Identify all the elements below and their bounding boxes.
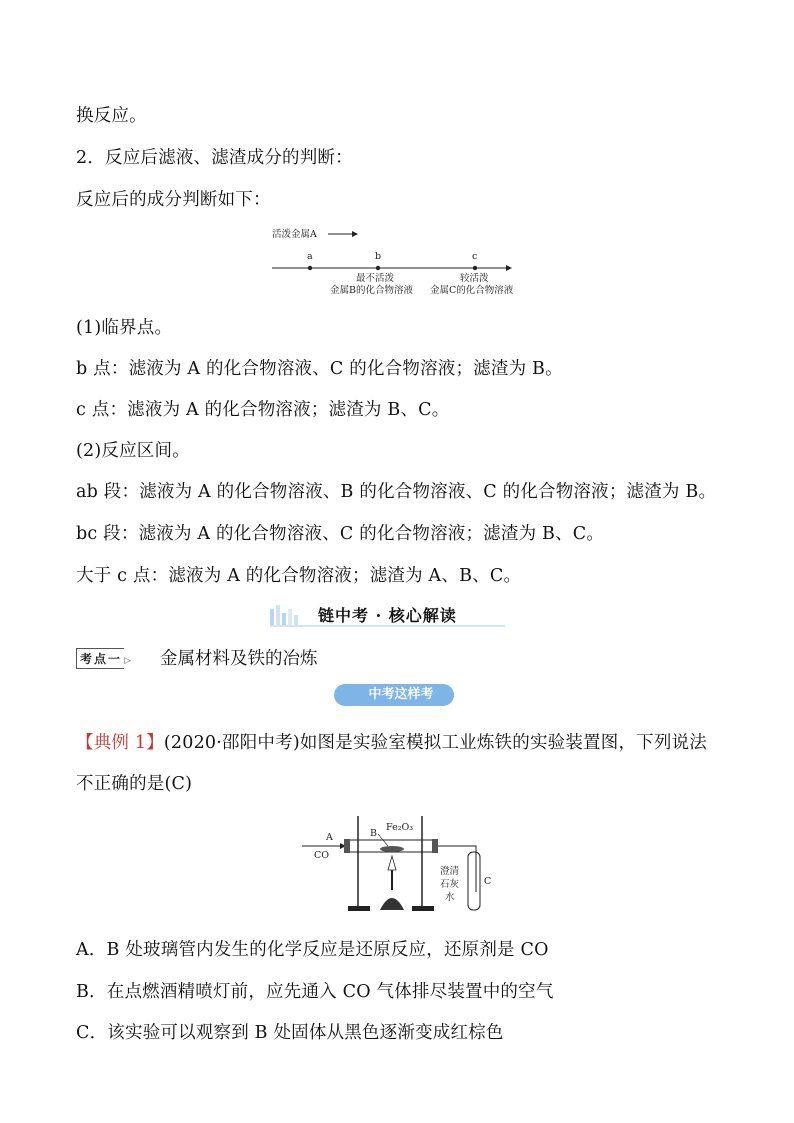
svg-text:A: A [326, 832, 333, 843]
kaodian-title: 金属材料及铁的冶炼 [160, 649, 318, 669]
point-b [376, 266, 380, 270]
svg-text:水: 水 [445, 892, 455, 903]
point-a [308, 266, 312, 270]
kaodian-tag: 考点一 ▷ [76, 648, 133, 669]
activity-axis-diagram [268, 224, 518, 296]
text-line: b 点：滤液为 A 的化合物溶液、C 的化合物溶液；滤渣为 B。 [76, 359, 563, 379]
example-source: (2020·邵阳中考)如图是实验室模拟工业炼铁的实验装置图，下列说法 [163, 733, 707, 753]
top-label: 活泼金属A [272, 229, 317, 240]
b-label-1: 最不活泼 [356, 273, 395, 284]
svg-text:C: C [484, 876, 492, 887]
svg-text:澄清: 澄清 [440, 866, 460, 877]
point-a-label: a [307, 251, 313, 262]
option-b: B．在点燃酒精喷灯前，应先通入 CO 气体排尽装置中的空气 [76, 982, 554, 1002]
text-line: 反应后的成分判断如下： [76, 190, 271, 210]
point-c [473, 266, 477, 270]
svg-text:B: B [370, 828, 377, 839]
example-line-2: 不正确的是(C) [76, 774, 193, 794]
text-line: (2)反应区间。 [76, 441, 190, 461]
zhongkao-pill: 中考这样考 [334, 684, 454, 706]
text-line: (1)临界点。 [76, 318, 173, 338]
section-banner-title: 链中考 · 核心解读 [318, 606, 457, 625]
b-label-2: 金属B的化合物溶液 [330, 285, 413, 296]
text-line: ab 段：滤液为 A 的化合物溶液、B 的化合物溶液、C 的化合物溶液；滤渣为 B。 [76, 482, 717, 502]
point-c-label: c [472, 251, 478, 262]
text-line: 换反应。 [76, 106, 147, 126]
ironmaking-apparatus-diagram [300, 812, 500, 914]
option-a: A．B 处玻璃管内发生的化学反应是还原反应，还原剂是 CO [76, 940, 549, 960]
c-label-2: 金属C的化合物溶液 [430, 285, 514, 296]
option-c: C．该实验可以观察到 B 处固体从黑色逐渐变成红棕色 [76, 1023, 504, 1043]
example-line [76, 731, 707, 755]
svg-text:石灰: 石灰 [440, 879, 460, 890]
text-line: 大于 c 点：滤液为 A 的化合物溶液；滤渣为 A、B、C。 [76, 566, 522, 586]
example-tag: 【典例 1】 [76, 733, 164, 753]
c-label-1: 较活泼 [460, 273, 489, 284]
point-b-label: b [375, 251, 382, 262]
text-line: c 点：滤液为 A 的化合物溶液；滤渣为 B、C。 [76, 400, 450, 420]
text-line: bc 段：滤液为 A 的化合物溶液、C 的化合物溶液；滤渣为 B、C。 [76, 524, 605, 544]
svg-text:CO: CO [314, 850, 330, 861]
svg-text:Fe₂O₃: Fe₂O₃ [386, 822, 414, 833]
text-line: 2．反应后滤液、滤渣成分的判断： [76, 148, 353, 168]
